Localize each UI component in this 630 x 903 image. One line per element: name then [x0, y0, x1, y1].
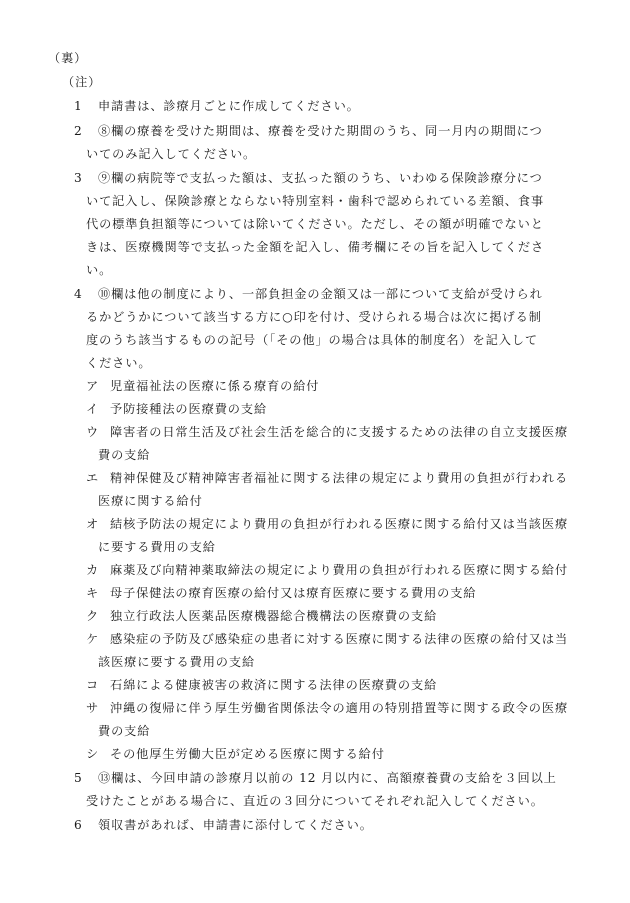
subitem-text: 独立行政法人医薬品医療機器総合機構法の医療費の支給 [110, 609, 438, 623]
subitem-text: 児童福祉法の医療に係る療育の給付 [110, 379, 320, 393]
subitem-text: 費の支給 [98, 448, 151, 462]
item-number: 4 [74, 287, 83, 301]
subitem-text: 該医療に要する費用の支給 [98, 655, 256, 669]
subitem-text: 費の支給 [98, 724, 151, 738]
subitem-marker: ア [86, 379, 100, 393]
subitem-marker: ク [86, 609, 100, 623]
item-text: 代の標準負担額等については除いてください。ただし、その額が明確でないと [86, 217, 544, 231]
item-number: 2 [74, 124, 83, 138]
subitem-text: 予防接種法の医療費の支給 [110, 402, 268, 416]
subitem-marker: カ [86, 563, 100, 577]
subitem-marker: サ [86, 701, 100, 715]
item-text: ⑩欄は他の制度により、一部負担金の金額又は一部について支給が受けられ [98, 287, 543, 301]
item-number: 1 [74, 99, 83, 113]
notes-heading: （注） [62, 75, 102, 89]
subitem-marker: キ [86, 586, 100, 600]
item-text: い。 [86, 263, 113, 277]
subitem-marker: ウ [86, 425, 100, 439]
item-text: ⑨欄の病院等で支払った額は、支払った額のうち、いわゆる保険診療分につ [98, 171, 543, 185]
subitem-text: 精神保健及び精神障害者福祉に関する法律の規定により費用の負担が行われる [110, 471, 569, 485]
subitem-text: 障害者の日常生活及び社会生活を総合的に支援するための法律の自立支援医療 [110, 425, 569, 439]
item-text: きは、医療機関等で支払った金額を記入し、備考欄にその旨を記入してくださ [86, 240, 545, 254]
item-text: ください。 [86, 356, 152, 370]
item-text: 領収書があれば、申請書に添付してください。 [98, 818, 373, 832]
item-text: 受けたことがある場合に、直近の３回分についてそれぞれ記入してください。 [86, 794, 544, 808]
subitem-text: その他厚生労働大臣が定める医療に関する給付 [110, 747, 385, 761]
subitem-text: 母子保健法の療育医療の給付又は療育医療に要する費用の支給 [110, 586, 477, 600]
subitem-text: 沖縄の復帰に伴う厚生労働省関係法令の適用の特別措置等に関する政令の医療 [110, 701, 569, 715]
subitem-marker: シ [86, 747, 100, 761]
item-text: ⑬欄は、今回申請の診療月以前の 12 月以内に、高額療養費の支給を３回以上 [98, 771, 557, 785]
subitem-marker: コ [86, 678, 100, 692]
subitem-marker: エ [86, 471, 100, 485]
subitem-marker: オ [86, 517, 100, 531]
item-text: ⑧欄の療養を受けた期間は、療養を受けた期間のうち、同一月内の期間につ [98, 124, 543, 138]
subitem-text: 医療に関する給付 [98, 494, 203, 508]
item-text: 度のうち該当するものの記号（「その他」の場合は具体的制度名）を記入して [86, 333, 538, 347]
page-side-label: （裏） [48, 51, 88, 65]
subitem-text: 結核予防法の規定により費用の負担が行われる医療に関する給付又は当該医療 [110, 517, 569, 531]
item-number: 6 [74, 818, 83, 832]
item-text: 申請書は、診療月ごとに作成してください。 [98, 99, 360, 113]
subitem-marker: イ [86, 402, 100, 416]
subitem-text: 感染症の予防及び感染症の患者に対する医療に関する法律の医療の給付又は当 [110, 632, 569, 646]
item-number: 3 [74, 171, 83, 185]
subitem-text: 麻薬及び向精神薬取締法の規定により費用の負担が行われる医療に関する給付 [110, 563, 569, 577]
item-text: るかどうかについて該当する方に○印を付け、受けられる場合は次に掲げる制 [86, 310, 542, 324]
subitem-marker: ケ [86, 632, 100, 646]
item-number: 5 [74, 771, 83, 785]
item-text: いてのみ記入してください。 [86, 147, 257, 161]
subitem-text: 石綿による健康被害の救済に関する法律の医療費の支給 [110, 678, 438, 692]
item-text: いて記入し、保険診療とならない特別室料・歯科で認められている差額、食事 [86, 194, 545, 208]
subitem-text: に要する費用の支給 [98, 540, 216, 554]
